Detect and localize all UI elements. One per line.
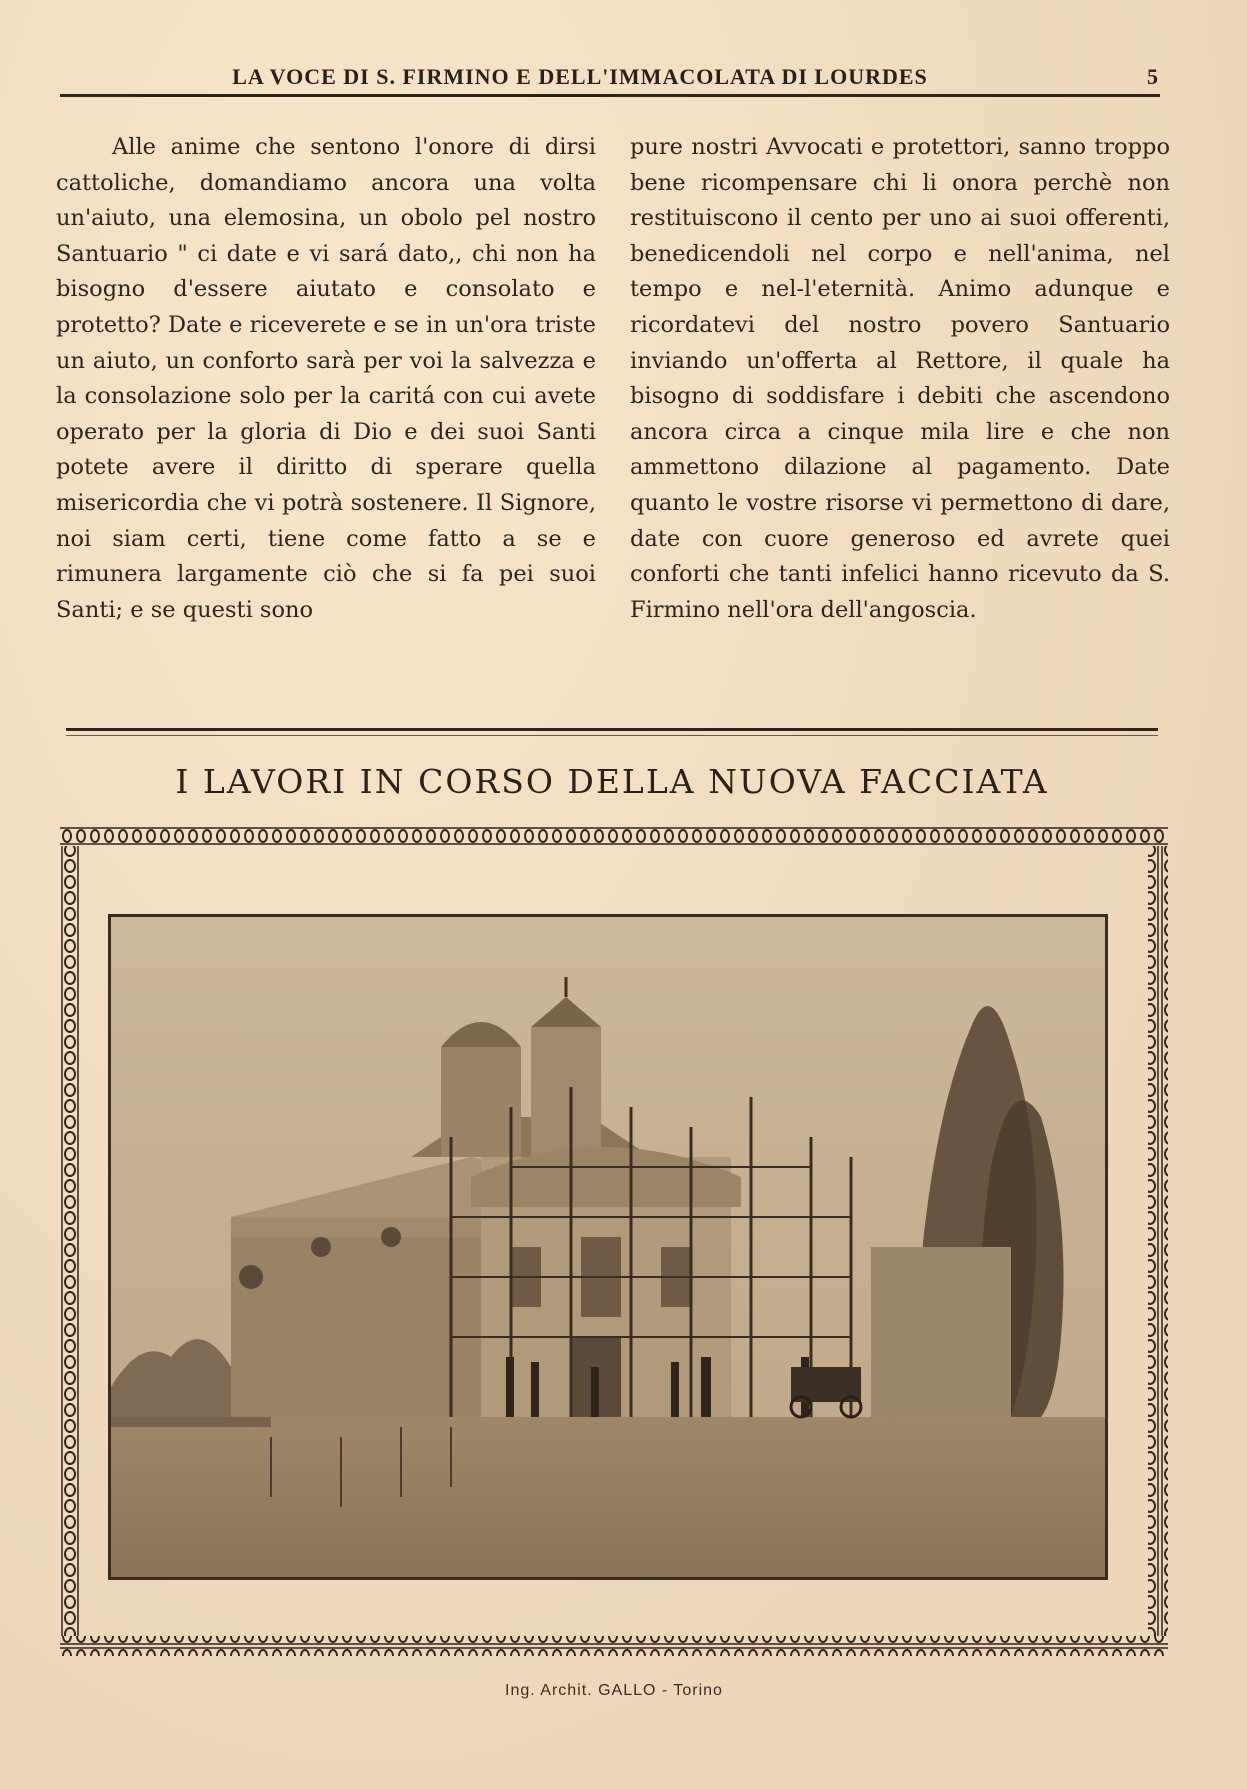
photo-caption: Ing. Archit. GALLO - Torino [505,1682,723,1699]
article-paragraph-left: Alle anime che sentono l'onore di dirsi cattoliche, domandiamo ancora una volta un'aiuto, una elemosina, un obolo pel nostro Santuario " ci date e vi sará dato,, chi non ha bisogno d'essere aiutato e consolato e protetto? Date e riceverete e se in un'ora triste un aiuto, un conforto sarà per voi la salvezza e la consolazione solo per la caritá con cui avete operato per la gloria di Dio e dei suoi Santi potete avere il diritto di sperare quella misericordia che vi potrà sostenere. Il Signore, noi siam certi, tiene come fatto a se e rimunera largamente ciò che si fa pei suoi Santi; e se questi sono [56,134,596,623]
article-paragraph-right: pure nostri Avvocati e protettori, sanno troppo bene ricompensare chi li onora perchè non restituiscono il cento per uno ai suoi offerenti, benedicendoli nel corpo e nell'anima, nel tempo e nel-l'eternità. Animo adunque e ricordatevi del nostro povero Santuario inviando un'offerta al Rettore, il quale ha bisogno di soddisfare i debiti che ascendono ancora circa a cinque mila lire e che non ammettono dilazione al pagamento. Date quanto le vostre risorse vi permettono di dare, date con cuore generoso ed avrete quei conforti che tanti infelici hanno ricevuto da S. Firmino nell'ora dell'angoscia. [630,134,1170,623]
feature-title: I LAVORI IN CORSO DELLA NUOVA FACCIATA [175,762,1049,801]
running-head [60,62,1160,97]
article-left-column [56,130,596,628]
article-right-column [630,130,1170,628]
church-scaffolding-image [111,917,1105,1577]
section-divider [66,728,1158,731]
church-facade-photo [108,914,1108,1580]
section-divider-thin [66,735,1158,736]
page-number: 5 [1147,64,1158,89]
running-title: LA VOCE DI S. FIRMINO E DELL'IMMACOLATA DI LOURDES [232,64,928,89]
